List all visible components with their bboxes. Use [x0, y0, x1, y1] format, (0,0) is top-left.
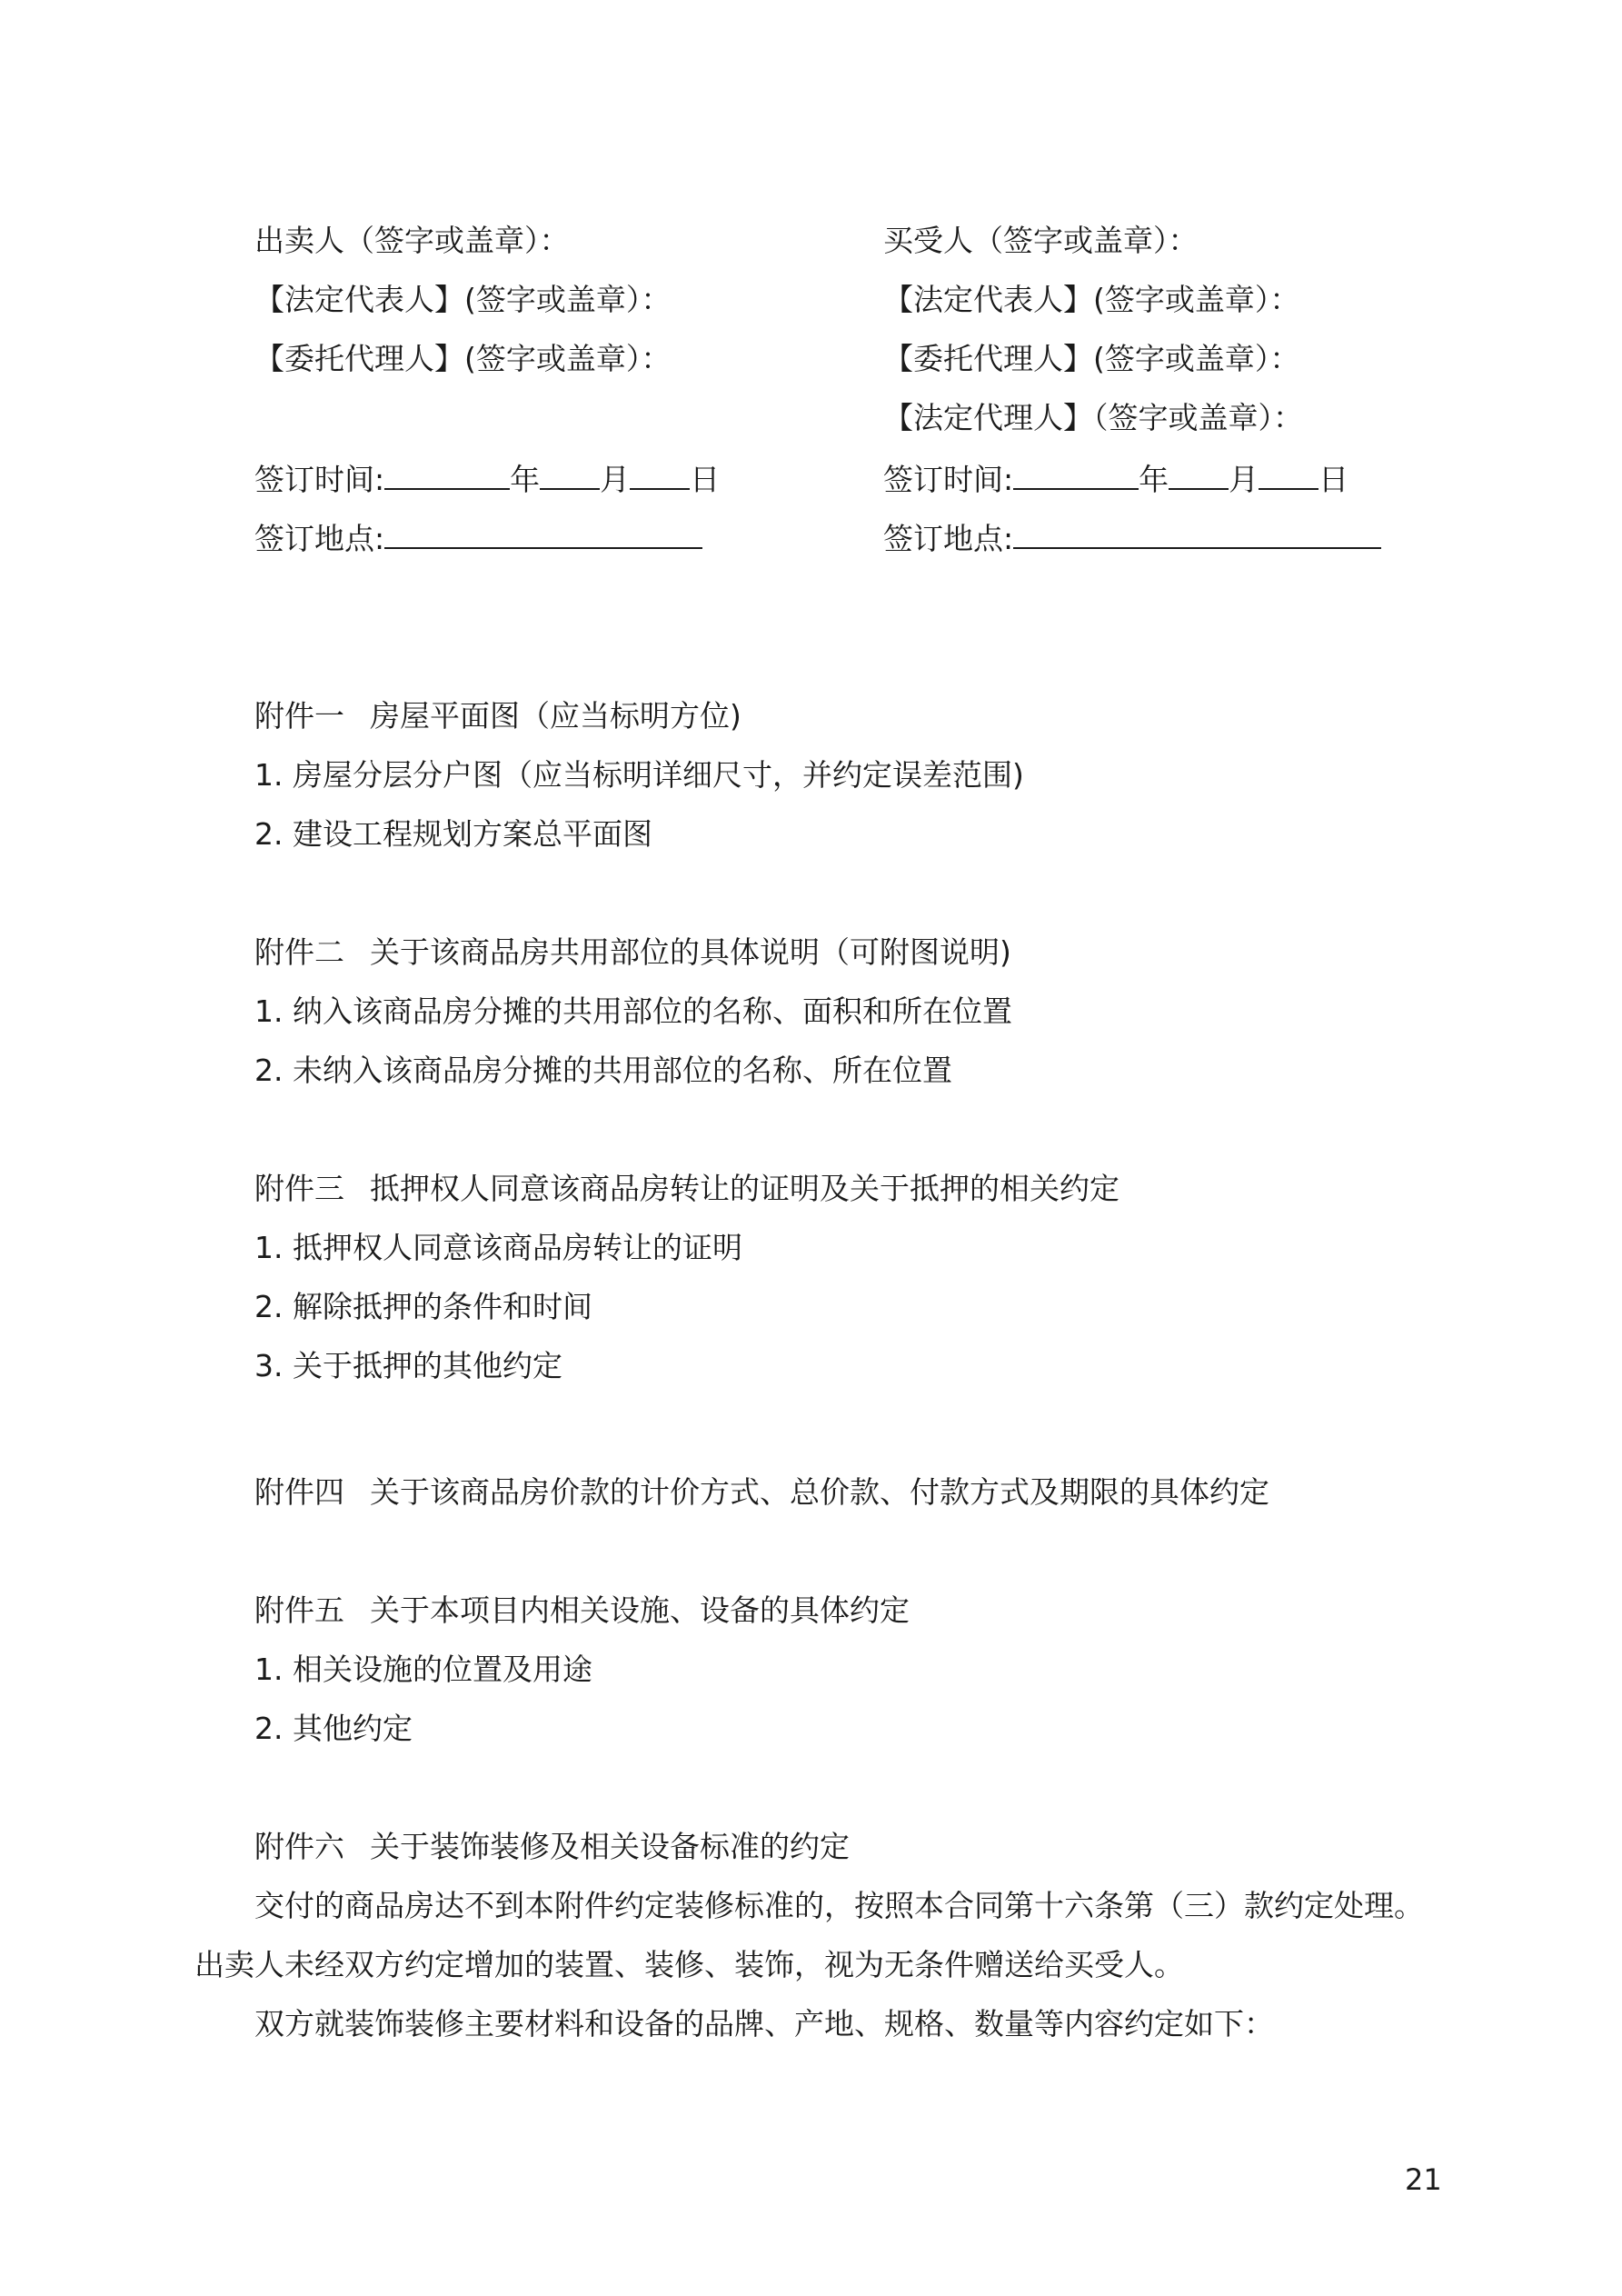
seller-day-blank[interactable] — [630, 457, 690, 490]
seller-party-label: 出卖人（签字或盖章）： — [254, 223, 570, 258]
buyer-month-blank[interactable] — [1169, 457, 1229, 490]
buyer-day-label: 日 — [1318, 462, 1349, 497]
attachment-3-item-3: 3. 关于抵押的其他约定 — [254, 1348, 562, 1383]
attachment-1-label: 附件一 — [254, 698, 344, 734]
buyer-agent-label: 【委托代理人】(签字或盖章）： — [883, 341, 1300, 376]
attachment-6-heading — [254, 1827, 850, 1867]
attachment-4-heading — [254, 1472, 1269, 1512]
seller-year-blank[interactable] — [384, 457, 510, 490]
buyer-place-label: 签订地点: — [883, 521, 1014, 556]
seller-legal-rep-label: 【法定代表人】(签字或盖章）： — [254, 282, 672, 317]
attachment-5-label: 附件五 — [254, 1592, 344, 1628]
attachment-2-item-2: 2. 未纳入该商品房分摊的共用部位的名称、所在位置 — [254, 1053, 952, 1088]
buyer-date-label: 签订时间: — [883, 462, 1014, 497]
buyer-statutory-agent-label: 【法定代理人】（签字或盖章）： — [883, 400, 1303, 435]
buyer-place-line — [883, 516, 1381, 559]
buyer-place-blank[interactable] — [1013, 516, 1381, 549]
attachment-6-para-1-line-1: 交付的商品房达不到本附件约定装修标准的，按照本合同第十六条第（三）款约定处理。 — [254, 1888, 1424, 1923]
seller-agent-label: 【委托代理人】(签字或盖章）： — [254, 341, 672, 376]
buyer-date-line — [883, 457, 1348, 500]
seller-date-line — [254, 457, 720, 500]
attachment-3-item-1: 1. 抵押权人同意该商品房转让的证明 — [254, 1230, 742, 1265]
attachment-1-title: 房屋平面图（应当标明方位) — [370, 698, 741, 734]
buyer-year-label: 年 — [1139, 462, 1169, 497]
attachment-2-item-1: 1. 纳入该商品房分摊的共用部位的名称、面积和所在位置 — [254, 993, 1012, 1029]
seller-date-label: 签订时间: — [254, 462, 385, 497]
seller-year-label: 年 — [510, 462, 541, 497]
attachment-3-title: 抵押权人同意该商品房转让的证明及关于抵押的相关约定 — [370, 1171, 1119, 1206]
buyer-party-label: 买受人（签字或盖章）： — [883, 223, 1199, 258]
seller-day-label: 日 — [690, 462, 721, 497]
attachment-6-label: 附件六 — [254, 1829, 344, 1864]
buyer-day-blank[interactable] — [1259, 457, 1318, 490]
attachment-2-heading — [254, 933, 1011, 973]
page-number: 21 — [1405, 2162, 1442, 2197]
buyer-month-label: 月 — [1229, 462, 1259, 497]
attachment-2-title: 关于该商品房共用部位的具体说明（可附图说明) — [370, 934, 1011, 970]
seller-place-label: 签订地点: — [254, 521, 385, 556]
attachment-4-title: 关于该商品房价款的计价方式、总价款、付款方式及期限的具体约定 — [370, 1474, 1269, 1510]
attachment-5-item-2: 2. 其他约定 — [254, 1711, 413, 1746]
attachment-4-label: 附件四 — [254, 1474, 344, 1510]
attachment-1-item-1: 1. 房屋分层分户图（应当标明详细尺寸，并约定误差范围) — [254, 757, 1024, 793]
attachment-5-title: 关于本项目内相关设施、设备的具体约定 — [370, 1592, 910, 1628]
attachment-1-item-2: 2. 建设工程规划方案总平面图 — [254, 816, 652, 852]
attachment-6-title: 关于装饰装修及相关设备标准的约定 — [370, 1829, 850, 1864]
attachment-5-heading — [254, 1591, 910, 1631]
seller-place-blank[interactable] — [384, 516, 702, 549]
attachment-3-heading — [254, 1169, 1119, 1209]
seller-place-line — [254, 516, 702, 559]
attachment-3-label: 附件三 — [254, 1171, 344, 1206]
attachment-5-item-1: 1. 相关设施的位置及用途 — [254, 1652, 592, 1687]
attachment-6-para-2: 双方就装饰装修主要材料和设备的品牌、产地、规格、数量等内容约定如下： — [254, 2006, 1274, 2041]
buyer-legal-rep-label: 【法定代表人】(签字或盖章）： — [883, 282, 1300, 317]
attachment-1-heading — [254, 696, 741, 736]
seller-month-blank[interactable] — [540, 457, 600, 490]
buyer-year-blank[interactable] — [1013, 457, 1139, 490]
seller-month-label: 月 — [600, 462, 631, 497]
attachment-2-label: 附件二 — [254, 934, 344, 970]
attachment-6-para-1-line-2: 出卖人未经双方约定增加的装置、装修、装饰，视为无条件赠送给买受人。 — [194, 1947, 1184, 1982]
attachment-3-item-2: 2. 解除抵押的条件和时间 — [254, 1289, 592, 1324]
